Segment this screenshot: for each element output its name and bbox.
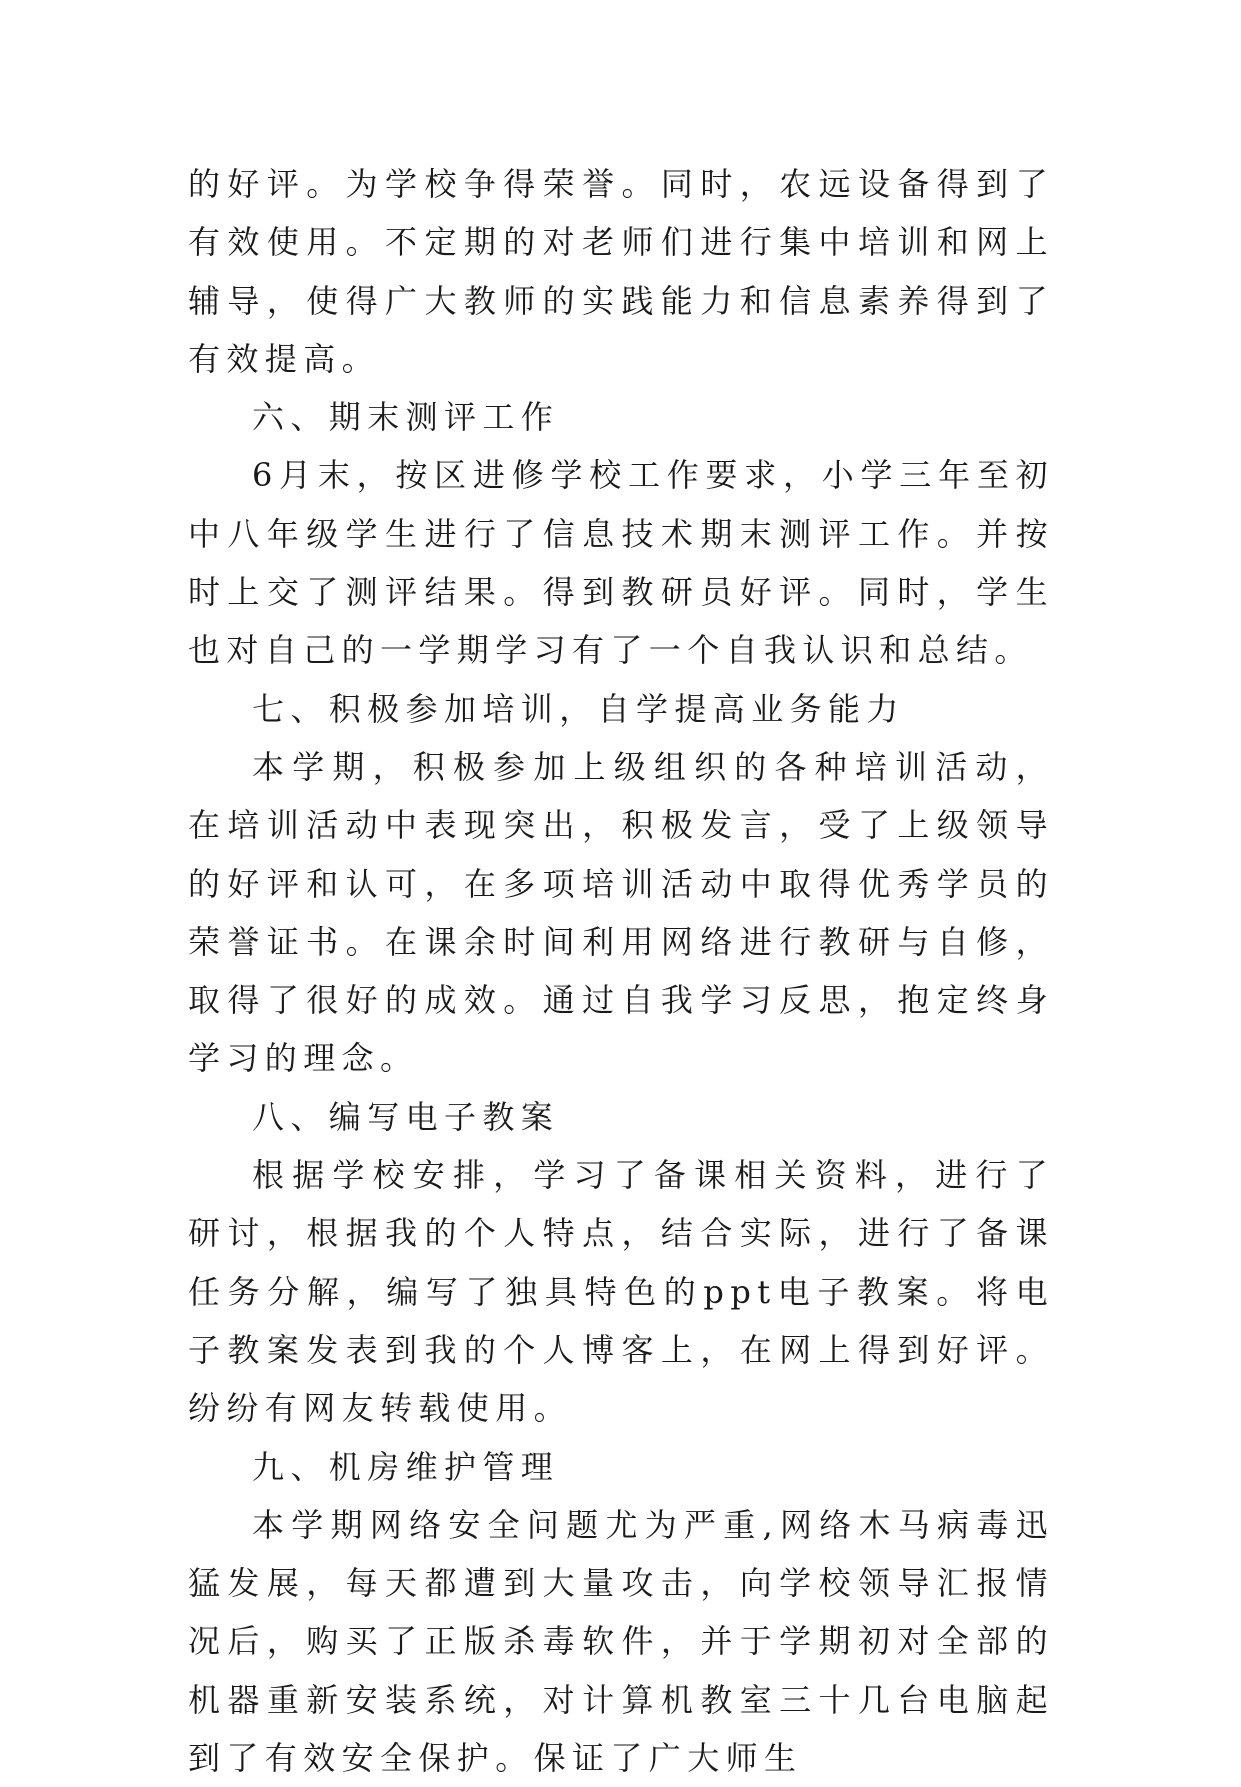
paragraph-section-6: 6月末，按区进修学校工作要求，小学三年至初中八年级学生进行了信息技术期末测评工作。并按时上交了测评结果。得到教研员好评。同时，学生也对自己的一学期学习有了一个自我认识和总结。 — [188, 456, 1054, 670]
paragraph-continuation: 的好评。为学校争得荣誉。同时，农远设备得到了有效使用。不定期的对老师们进行集中培训和网上辅导，使得广大教师的实践能力和信息素养得到了有效提高。 — [188, 165, 1054, 378]
paragraph-section-9: 本学期网络安全问题尤为严重,网络木马病毒迅猛发展，每天都遭到大量攻击，向学校领导汇报情况后，购买了正版杀毒软件，并于学期初对全部的机器重新安装系统，对计算机教室三十几台电脑起到了有效安全保护。保证了广大师生 — [188, 1505, 1054, 1778]
section-heading-9: 九、机房维护管理 — [252, 1447, 560, 1486]
section-heading-6: 六、期末测评工作 — [252, 398, 560, 437]
document-body — [188, 155, 1054, 1787]
section-heading-7: 七、积极参加培训，自学提高业务能力 — [252, 689, 905, 728]
section-heading-8: 八、编写电子教案 — [252, 1097, 560, 1136]
paragraph-section-8: 根据学校安排，学习了备课相关资料，进行了研讨，根据我的个人特点，结合实际，进行了备课任务分解，编写了独具特色的ppt电子教案。将电子教案发表到我的个人博客上，在网上得到好评。纷纷有网友转载使用。 — [188, 1156, 1054, 1428]
paragraph-section-7: 本学期，积极参加上级组织的各种培训活动，在培训活动中表现突出，积极发言，受了上级领导的好评和认可，在多项培训活动中取得优秀学员的荣誉证书。在课余时间利用网络进行教研与自修，取得了很好的成效。通过自我学习反思，抱定终身学习的理念。 — [188, 747, 1054, 1078]
